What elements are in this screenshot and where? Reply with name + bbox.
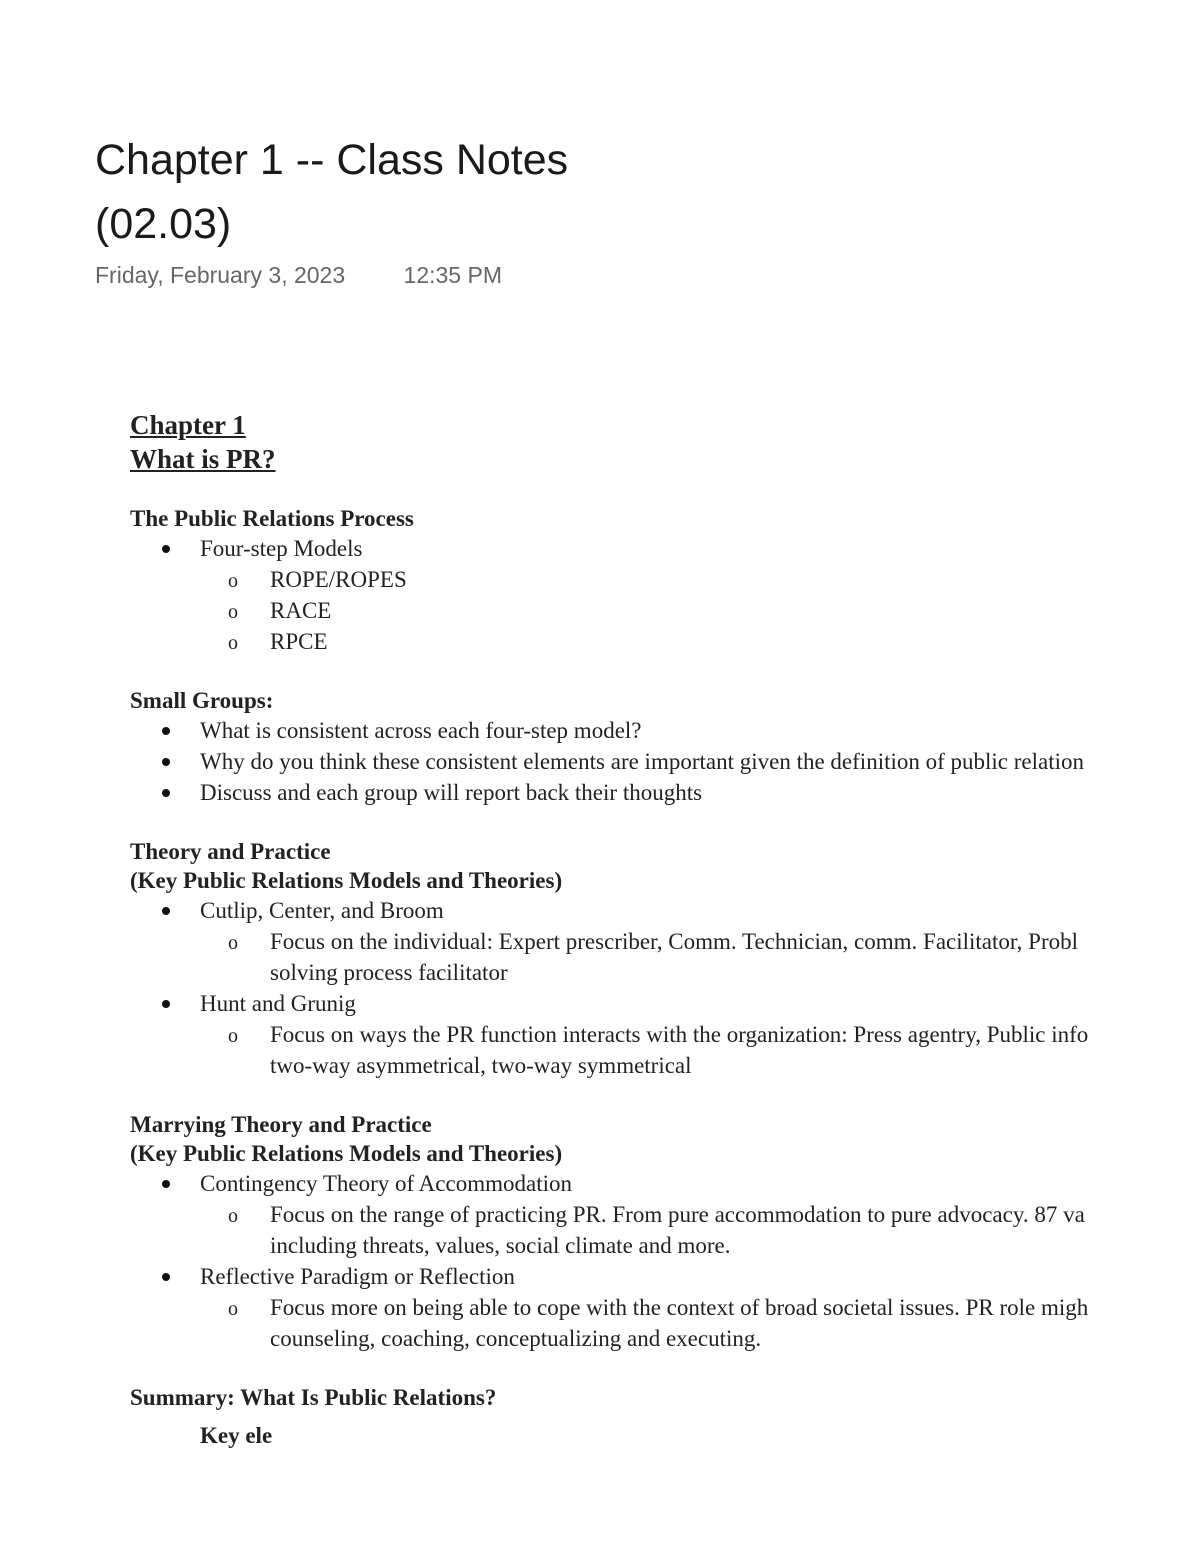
- sub-list-item: [200, 926, 1200, 988]
- section-subheading: (Key Public Relations Models and Theories): [130, 1141, 563, 1166]
- list-item: [130, 533, 1200, 657]
- hollow-bullet-icon: o: [228, 932, 238, 954]
- section-heading: Small Groups:: [130, 688, 274, 713]
- sub-list: [200, 1199, 1200, 1261]
- page-time: 12:35 PM: [403, 262, 502, 288]
- section-marrying-theory: [130, 1110, 1200, 1354]
- bullet-icon: [162, 907, 170, 915]
- hollow-bullet-icon: o: [228, 570, 238, 592]
- hollow-bullet-icon: o: [228, 1025, 238, 1047]
- list-item-text: Why do you think these consistent elements are important given the definition of public relation: [200, 749, 1085, 774]
- chapter-heading: [130, 408, 1200, 476]
- section-heading: Theory and Practice: [130, 839, 331, 864]
- sub-list-item-text-continued: counseling, coaching, conceptualizing and executing.: [270, 1326, 762, 1351]
- list-item-text: Four-step Models: [200, 536, 363, 561]
- section-heading: The Public Relations Process: [130, 506, 414, 531]
- list-item: [130, 746, 1200, 777]
- list-item: [130, 895, 1200, 988]
- bullet-icon: [162, 1273, 170, 1281]
- sub-list: [200, 1019, 1200, 1081]
- sub-list-item-text-continued: two-way asymmetrical, two-way symmetrical: [270, 1053, 692, 1078]
- sub-list-item: [200, 626, 1200, 657]
- hollow-bullet-icon: o: [228, 632, 238, 654]
- list-item-text: Hunt and Grunig: [200, 991, 356, 1016]
- sub-list: [200, 1292, 1200, 1354]
- bullet-list: [130, 895, 1200, 1081]
- page-title-line-1: Chapter 1 -- Class Notes: [95, 136, 569, 184]
- page-title: [95, 128, 568, 256]
- list-item-text: Reflective Paradigm or Reflection: [200, 1264, 515, 1289]
- list-item: [130, 777, 1200, 808]
- hollow-bullet-icon: o: [228, 1205, 238, 1227]
- bullet-icon: [162, 545, 170, 553]
- section-heading: Marrying Theory and Practice: [130, 1112, 432, 1137]
- sub-list-item: [200, 1199, 1200, 1261]
- bullet-list: [130, 715, 1200, 808]
- list-item: [130, 715, 1200, 746]
- page-title-line-2: (02.03): [95, 200, 232, 248]
- chapter-heading-line-1: Chapter 1: [130, 410, 246, 440]
- page-timestamp: [95, 262, 502, 289]
- chapter-heading-line-2: What is PR?: [130, 444, 276, 474]
- sub-list: [200, 564, 1200, 657]
- sub-list-item: [200, 1019, 1200, 1081]
- bullet-icon: [162, 1180, 170, 1188]
- section-summary: [130, 1383, 1200, 1412]
- section-heading: Summary: What Is Public Relations?: [130, 1385, 497, 1410]
- sub-list-item-text: Focus on ways the PR function interacts with the organization: Press agentry, Public info: [270, 1022, 1089, 1047]
- sub-list-item-text: Focus on the individual: Expert prescriber, Comm. Technician, comm. Facilitator, Probl: [270, 929, 1078, 954]
- sub-list-item: [200, 564, 1200, 595]
- list-item-text: Discuss and each group will report back their thoughts: [200, 780, 703, 805]
- bullet-icon: [162, 789, 170, 797]
- sub-list-item-text: Focus more on being able to cope with the context of broad societal issues. PR role migh: [270, 1295, 1089, 1320]
- sub-list-item-text-continued: including threats, values, social climate and more.: [270, 1233, 731, 1258]
- bullet-list: [130, 533, 1200, 657]
- sub-list-item-text: ROPE/ROPES: [270, 567, 407, 592]
- page-date: Friday, February 3, 2023: [95, 262, 346, 288]
- section-theory-practice: [130, 837, 1200, 1081]
- list-item: [130, 1261, 1200, 1354]
- bullet-icon: [162, 727, 170, 735]
- bullet-icon: [162, 758, 170, 766]
- bullet-icon: [162, 1000, 170, 1008]
- hollow-bullet-icon: o: [228, 1298, 238, 1320]
- sub-list-item: [200, 595, 1200, 626]
- sub-list-item-text-continued: solving process facilitator: [270, 960, 508, 985]
- section-pr-process: [130, 504, 1200, 657]
- summary-cut-off-text: Key ele: [200, 1423, 273, 1448]
- section-small-groups: [130, 686, 1200, 808]
- sub-list-item-text: Focus on the range of practicing PR. From pure accommodation to pure advocacy. 87 va: [270, 1202, 1085, 1227]
- list-item: [130, 1168, 1200, 1261]
- list-item-text: Contingency Theory of Accommodation: [200, 1171, 572, 1196]
- list-item-text: Cutlip, Center, and Broom: [200, 898, 444, 923]
- list-item: [130, 988, 1200, 1081]
- list-item-text: What is consistent across each four-step model?: [200, 718, 642, 743]
- note-content[interactable]: [130, 408, 1200, 1448]
- section-subheading: (Key Public Relations Models and Theories): [130, 868, 563, 893]
- sub-list-item-text: RACE: [270, 598, 332, 623]
- sub-list-item-text: RPCE: [270, 629, 328, 654]
- bullet-list: [130, 1168, 1200, 1354]
- hollow-bullet-icon: o: [228, 601, 238, 623]
- sub-list: [200, 926, 1200, 988]
- sub-list-item: [200, 1292, 1200, 1354]
